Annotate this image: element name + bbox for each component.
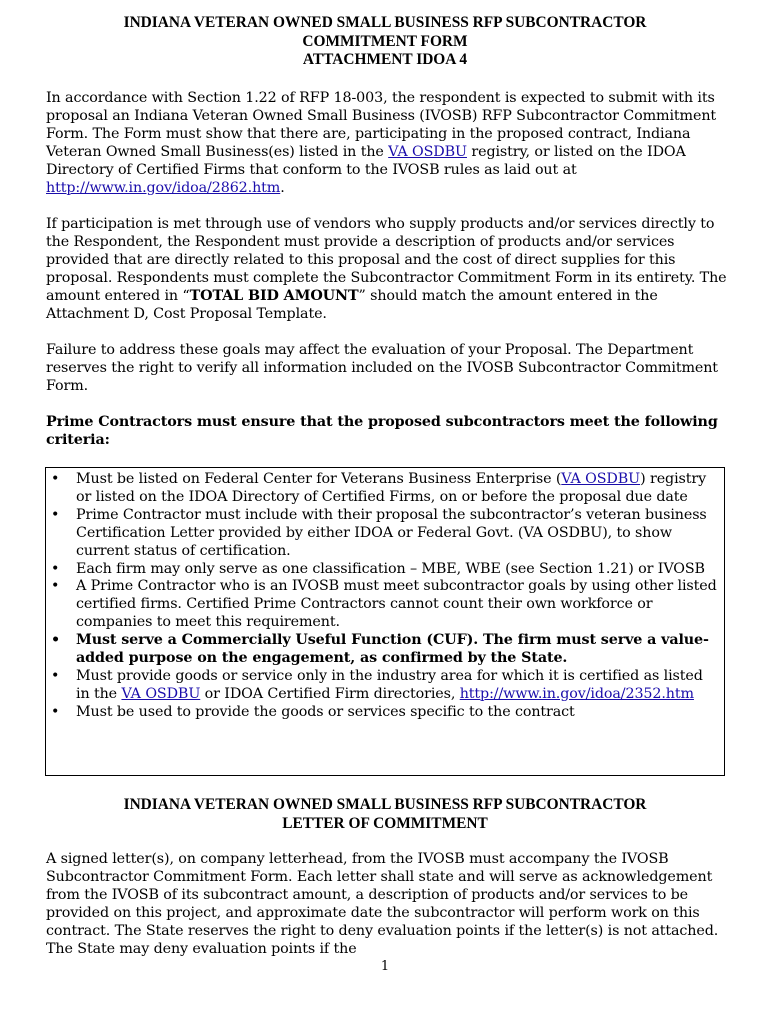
form-title xyxy=(0,14,770,70)
bullet-icon: • xyxy=(51,578,60,595)
criteria-item: • Must be used to provide the goods or services specific to the contract xyxy=(51,703,575,720)
form-title-line-1: INDIANA VETERAN OWNED SMALL BUSINESS RFP SUBCONTRACTOR xyxy=(123,14,647,31)
letter-title-line-2: LETTER OF COMMITMENT xyxy=(282,814,488,832)
total-bid-amount-label: TOTAL BID AMOUNT xyxy=(189,287,359,304)
bullet-icon: • xyxy=(51,703,60,720)
va-osdbu-link[interactable]: VA OSDBU xyxy=(121,685,201,702)
letter-title xyxy=(0,796,770,833)
participation-paragraph: If participation is met through use of vendors who supply products and/or services directly to the Respondent, the Respondent must provide a description of products and/or services provided that are directly related to this proposal and the cost of direct supplies for this proposal. Respondents must complete the Subcontractor Commitment Form in its entirety. The amount entered in “TOTAL BID AMOUNT” should match the amount entered in the Attachment D, Cost Proposal Template. xyxy=(46,216,727,322)
criteria-list xyxy=(46,471,724,722)
page-number: 1 xyxy=(380,959,390,974)
criteria-item: • Must serve a Commercially Useful Function (CUF). The firm must serve a value-added purpose on the engagement, as confirmed by the State. xyxy=(51,632,709,667)
bullet-icon: • xyxy=(51,471,60,487)
criteria-box xyxy=(45,467,725,776)
criteria-heading: Prime Contractors must ensure that the proposed subcontractors meet the following criteria: xyxy=(46,414,718,448)
intro-paragraph: In accordance with Section 1.22 of RFP 18-003, the respondent is expected to submit with its proposal an Indiana Veteran Owned Small Business (IVOSB) RFP Subcontractor Commitment Form. The Form must show that there are, participating in the proposed contract, Indiana Veteran Owned Small Business(es) listed in the VA OSDBU registry, or listed on the IDOA Directory of Certified Firms that conform to the IVOSB rules as laid out at http://www.in.gov/idoa/2862.htm. xyxy=(46,90,717,196)
criteria-item: • Each firm may only serve as one classification – MBE, WBE (see Section 1.21) or IVOSB xyxy=(51,560,705,577)
form-title-line-2: COMMITMENT FORM xyxy=(302,32,468,50)
criteria-item: • Must be listed on Federal Center for Veterans Business Enterprise (VA OSDBU) registry or listed on the IDOA Directory of Certified Firms, on or before the proposal due date xyxy=(51,471,707,505)
letter-paragraph: A signed letter(s), on company letterhead, from the IVOSB must accompany the IVOSB Subcontractor Commitment Form. Each letter shall state and will serve as acknowledgement from the IVOSB of its subcontract amount, a description of products and/or services to be provided on this project, and approximate date the subcontractor will perform work on this contract. The State reserves the right to deny evaluation points if the letter(s) is not attached. The State may deny evaluation points if the xyxy=(46,851,719,957)
criteria-item: • A Prime Contractor who is an IVOSB must meet subcontractor goals by using other listed certified firms. Certified Prime Contractors cannot count their own workforce or companies to meet this requirement. xyxy=(51,578,717,631)
bullet-icon: • xyxy=(51,506,60,523)
letter-title-line-1: INDIANA VETERAN OWNED SMALL BUSINESS RFP SUBCONTRACTOR xyxy=(123,796,647,813)
idoa-2352-link[interactable]: http://www.in.gov/idoa/2352.htm xyxy=(459,685,694,702)
bullet-icon: • xyxy=(51,560,60,577)
criteria-item: • Prime Contractor must include with their proposal the subcontractor’s veteran business Certification Letter provided by either IDOA or Federal Govt. (VA OSDBU), to show current status of certification. xyxy=(51,506,707,559)
criteria-item: • Must provide goods or service only in the industry area for which it is certified as listed in the VA OSDBU or IDOA Certified Firm directories, http://www.in.gov/idoa/2352.htm xyxy=(51,667,703,702)
failure-paragraph: Failure to address these goals may affect the evaluation of your Proposal. The Department reserves the right to verify all information included on the IVOSB Subcontractor Commitment Form. xyxy=(46,342,718,394)
idoa-2862-link[interactable]: http://www.in.gov/idoa/2862.htm xyxy=(46,179,281,196)
va-osdbu-link[interactable]: VA OSDBU xyxy=(561,471,641,487)
bullet-icon: • xyxy=(51,632,61,649)
form-title-line-3: ATTACHMENT IDOA 4 xyxy=(302,51,468,68)
bullet-icon: • xyxy=(51,667,60,684)
va-osdbu-link[interactable]: VA OSDBU xyxy=(388,143,467,160)
